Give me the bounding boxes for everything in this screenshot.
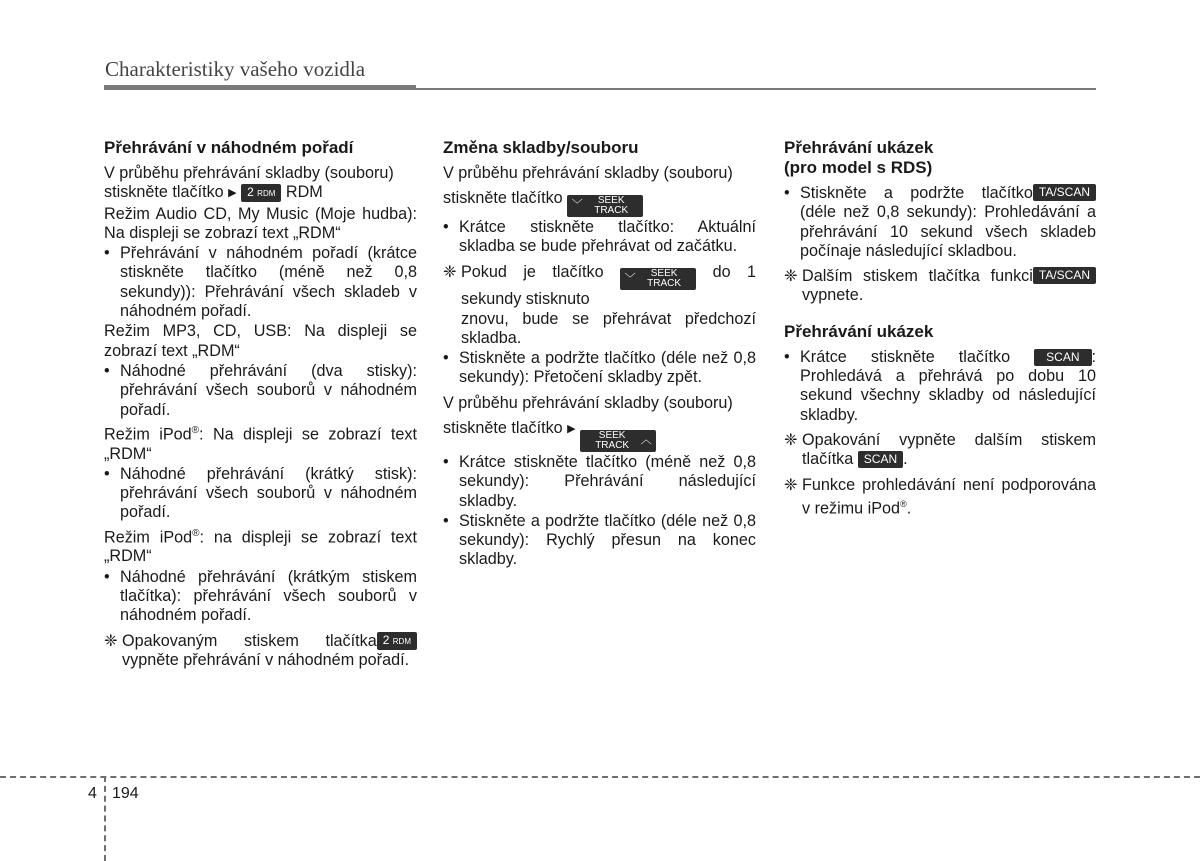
header-rule-thin [416, 88, 1096, 90]
section-heading-track: Změna skladby/souboru [443, 138, 639, 157]
play-icon: ▶ [567, 422, 576, 435]
paragraph: stiskněte tlačítko ﹀ SEEK TRACK [443, 189, 756, 217]
footer-dashed-divider [104, 776, 106, 861]
section-heading-random: Přehrávání v náhodném pořadí [104, 138, 354, 157]
bullet-icon: • [104, 464, 110, 483]
bullet-icon: • [443, 452, 449, 471]
note-icon: ❈ [104, 631, 118, 650]
note-icon: ❈ [784, 430, 798, 449]
note-icon: ❈ [784, 475, 798, 494]
chevron-down-icon: ﹀ [624, 272, 636, 285]
column-random-play [104, 138, 417, 671]
bullet-icon: • [784, 184, 790, 202]
play-icon: ▶ [228, 187, 237, 200]
scan-button-icon: SCAN [858, 451, 903, 468]
bullet-icon: • [104, 244, 110, 263]
paragraph: Režim Audio CD, My Music (Moje hudba): Na displeji se zobrazí text „RDM“ [104, 204, 417, 242]
seek-up-button-icon: SEEK TRACK ︿ [580, 430, 656, 452]
note-item: ❈ Dalším stiskem tlačítka TA/SCAN funkci vypnete. [784, 267, 1096, 306]
note-item: ❈ Opakování vypněte dalším stiskem tlačítka SCAN . [784, 430, 1096, 469]
chevron-up-icon: ︿ [640, 434, 652, 447]
list-item: • Krátce stiskněte tlačítko SCAN : Prohledává a přehrává po dobu 10 sekund všechny skladby od následující skladby. [784, 347, 1096, 424]
bullet-icon: • [104, 361, 110, 380]
list-item: • Náhodné přehrávání (krátkým stiskem tlačítka): přehrávání všech souborů v náhodném pořadí. [104, 567, 417, 625]
ta-scan-button-icon: TA/SCAN [1033, 267, 1096, 284]
seek-down-button-icon: ﹀ SEEK TRACK [620, 268, 696, 290]
bullet-icon: • [443, 349, 449, 368]
ta-scan-button-icon: TA/SCAN [1033, 184, 1096, 201]
rdm-button-icon: 2 RDM [377, 632, 417, 650]
column-track-change [443, 138, 756, 571]
chapter-number: 4 [88, 785, 97, 802]
paragraph: V průběhu přehrávání skladby (souboru) [443, 164, 733, 182]
scan-button-icon: SCAN [1034, 349, 1091, 366]
section-heading-scan: Přehrávání ukázek [784, 321, 934, 341]
list-item: • Náhodné přehrávání (krátký stisk): přehrávání všech souborů v náhodném pořadí. [104, 464, 417, 522]
column-scan [784, 138, 1096, 520]
section-heading-scan-rds: Přehrávání ukázek (pro model s RDS) [784, 138, 934, 177]
list-item: • Stiskněte a podržte tlačítko (déle než 0,8 sekundy): Rychlý přesun na konec skladby. [443, 511, 756, 569]
note-icon: ❈ [784, 267, 798, 286]
chevron-down-icon: ﹀ [571, 199, 583, 212]
bullet-icon: • [443, 511, 449, 530]
list-item: • Přehrávání v náhodném pořadí (krátce stiskněte tlačítko (méně než 0,8 sekundy)): Přehrávání všech skladeb v náhodném pořadí. [104, 244, 417, 321]
footer-dashed-rule [0, 776, 1200, 778]
paragraph: V průběhu přehrávání skladby (souboru) stiskněte tlačítko ▶ 2 RDM RDM [104, 164, 394, 202]
page-header-title: Charakteristiky vašeho vozidla [105, 57, 366, 81]
paragraph: Režim MP3, CD, USB: Na displeji se zobrazí text „RDM“ [104, 322, 417, 360]
page-number: 194 [112, 785, 139, 802]
note-item: ❈ Pokud je tlačítko ﹀ SEEK TRACK do 1 sekundy stisknuto znovu, bude se přehrávat předchozí skladba. [443, 262, 757, 347]
paragraph: Režim iPod®: Na displeji se zobrazí text „RDM“ [104, 424, 418, 463]
seek-down-button-icon: ﹀ SEEK TRACK [567, 195, 643, 217]
rdm-button-icon: 2 RDM [241, 184, 281, 202]
list-item: • Stiskněte a podržte tlačítko (déle než 0,8 sekundy): Přetočení skladby zpět. [443, 349, 756, 387]
bullet-icon: • [443, 217, 449, 236]
paragraph: Režim iPod®: na displeji se zobrazí text „RDM“ [104, 527, 418, 566]
list-item: • Krátce stiskněte tlačítko (méně než 0,8 sekundy): Přehrávání následující skladby. [443, 452, 756, 510]
note-item: ❈ Funkce prohledávání není podporována v režimu iPod®. [784, 475, 1096, 518]
note-icon: ❈ [443, 262, 457, 281]
list-item: • Stiskněte a podržte tlačítko TA/SCAN (déle než 0,8 sekundy): Prohledávání a přehrávání 10 sekund všech skladeb počínaje následující skladbou. [784, 184, 1096, 260]
list-item: • Náhodné přehrávání (dva stisky): přehrávání všech souborů v náhodném pořadí. [104, 361, 417, 419]
paragraph: stiskněte tlačítko ▶ SEEK TRACK ︿ [443, 419, 756, 452]
header-rule-thick [104, 85, 416, 90]
note-item: ❈ Opakovaným stiskem tlačítka 2 RDM vypněte přehrávání v náhodném pořadí. [104, 632, 417, 671]
bullet-icon: • [104, 567, 110, 586]
paragraph: V průběhu přehrávání skladby (souboru) [443, 393, 733, 412]
list-item: • Krátce stiskněte tlačítko: Aktuální skladba se bude přehrávat od začátku. [443, 217, 756, 256]
bullet-icon: • [784, 347, 790, 366]
